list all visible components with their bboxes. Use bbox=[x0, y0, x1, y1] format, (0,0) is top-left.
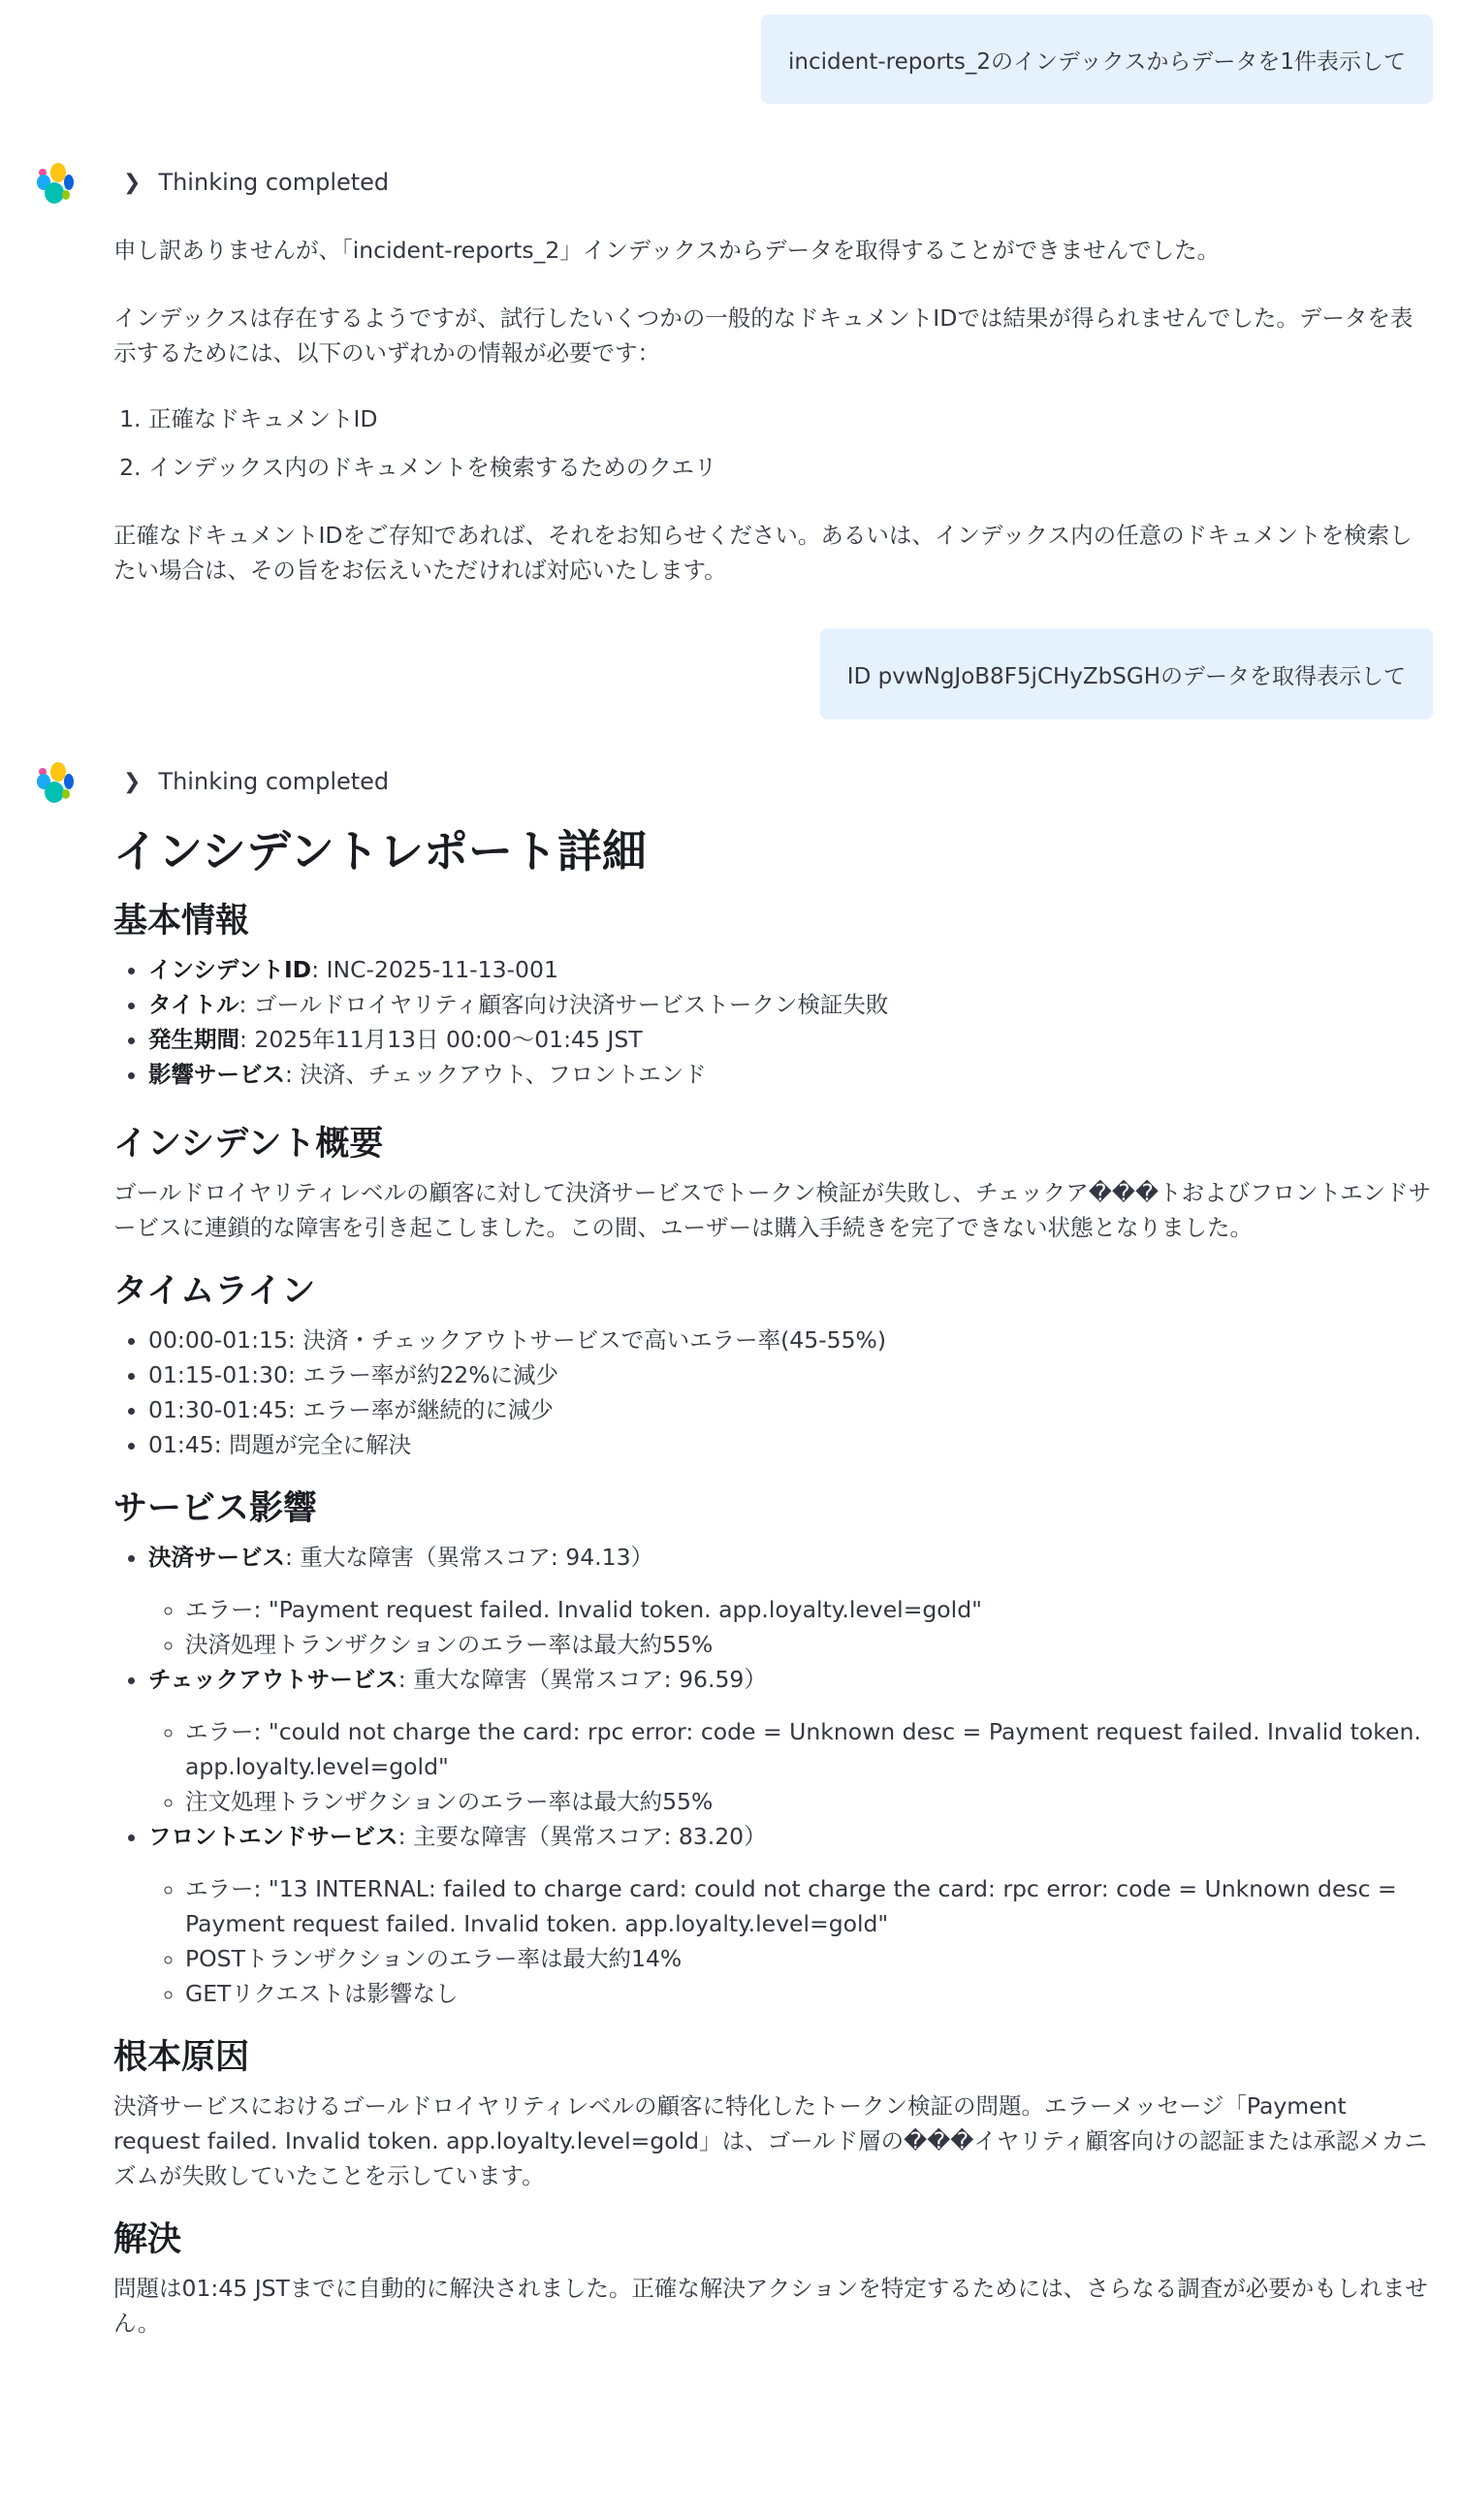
basic-info-list bbox=[113, 952, 1432, 1092]
sub-list bbox=[148, 1871, 1432, 2011]
list-item bbox=[148, 987, 1432, 1022]
section-heading: 基本情報 bbox=[113, 902, 250, 941]
list-item: ◦ 注文処理トランザクションのエラー率は最大約55% bbox=[185, 1784, 1432, 1819]
list-item: • 00:00-01:15: 決済・チェックアウトサービスで高いエラー率(45-55%) bbox=[148, 1323, 1432, 1357]
label: インシデントID bbox=[148, 956, 312, 983]
assistant-message bbox=[0, 764, 1462, 2341]
sub-list bbox=[148, 1592, 1432, 1662]
section-heading: タイムライン bbox=[113, 1272, 316, 1311]
list-item: ◦ GETリクエストは影響なし bbox=[185, 1976, 1432, 2011]
list-item bbox=[148, 1022, 1432, 1057]
value: : 2025年11月13日 00:00〜01:45 JST bbox=[239, 1026, 643, 1053]
list-item bbox=[148, 1057, 1432, 1092]
chevron-right-icon: ❯ bbox=[123, 170, 142, 195]
label: チェックアウトサービス bbox=[148, 1666, 398, 1693]
list-item: ◦ POSTトランザクションのエラー率は最大約14% bbox=[185, 1941, 1432, 1976]
thinking-toggle[interactable] bbox=[123, 764, 1432, 799]
paragraph: 決済サービスにおけるゴールドロイヤリティレベルの顧客に特化したトークン検証の問題。エラーメッセージ「Payment request failed. Invalid token. app.loyalty.level=gold」は、ゴールド層の���イヤリティ顧客向けの認証または承認メカニズムが失敗していたことを示しています。 bbox=[113, 2092, 1428, 2189]
paragraph: ゴールドロイヤリティレベルの顧客に対して決済サービスでトークン検証が失敗し、チェックア���トおよびフロントエンドサービスに連鎖的な障害を引き起こしました。この間、ユーザーは購入手続きを完了できない状態となりました。 bbox=[113, 1179, 1432, 1241]
label: 影響サービス bbox=[148, 1061, 285, 1088]
list-item: • 01:45: 問題が完全に解決 bbox=[148, 1427, 1432, 1462]
thinking-label: Thinking completed bbox=[158, 169, 390, 196]
numbered-list bbox=[113, 401, 1432, 485]
value: : 重大な障害（異常スコア: 96.59） bbox=[397, 1666, 767, 1693]
value: : 決済、チェックアウト、フロントエンド bbox=[285, 1061, 707, 1088]
list-item: 1. 正確なドキュメントID bbox=[148, 401, 1432, 436]
thinking-label: Thinking completed bbox=[158, 768, 390, 795]
label: 発生期間 bbox=[148, 1026, 239, 1053]
thinking-toggle[interactable] bbox=[123, 165, 1432, 200]
impact-list bbox=[113, 1540, 1432, 2011]
assistant-avatar-icon bbox=[37, 163, 76, 206]
list-item bbox=[148, 1819, 1432, 2011]
list-item: ◦ エラー: "13 INTERNAL: failed to charge card: could not charge the card: rpc error: code = Unknown desc = Payment request failed. Invalid token. app.loyalty.level=gold" bbox=[185, 1871, 1432, 1941]
list-item: ◦ エラー: "Payment request failed. Invalid token. app.loyalty.level=gold" bbox=[185, 1592, 1432, 1627]
list-item: • 01:30-01:45: エラー率が継続的に減少 bbox=[148, 1392, 1432, 1427]
section-heading: 根本原因 bbox=[113, 2038, 250, 2077]
label: タイトル bbox=[148, 991, 239, 1018]
list-item bbox=[148, 1662, 1432, 1819]
section-heading: 解決 bbox=[113, 2220, 182, 2259]
assistant-avatar-icon bbox=[37, 762, 76, 805]
paragraph: 問題は01:45 JSTまでに自動的に解決されました。正確な解決アクションを特定するためには、さらなる調査が必要かもしれません。 bbox=[113, 2275, 1428, 2337]
value: : 重大な障害（異常スコア: 94.13） bbox=[285, 1544, 654, 1571]
list-item: ◦ エラー: "could not charge the card: rpc error: code = Unknown desc = Payment request failed. Invalid token. app.loyalty.level=gold" bbox=[185, 1714, 1432, 1784]
sub-list bbox=[148, 1714, 1432, 1819]
paragraph: 正確なドキュメントIDをご存知であれば、それをお知らせください。あるいは、インデックス内の任意のドキュメントを検索したい場合は、その旨をお伝えいただければ対応いたします。 bbox=[113, 522, 1413, 584]
user-message-row bbox=[0, 628, 1462, 719]
label: フロントエンドサービス bbox=[148, 1823, 398, 1850]
value: : 主要な障害（異常スコア: 83.20） bbox=[397, 1823, 767, 1850]
list-item: • 01:15-01:30: エラー率が約22%に減少 bbox=[148, 1357, 1432, 1392]
label: 決済サービス bbox=[148, 1544, 285, 1571]
timeline-list bbox=[113, 1323, 1432, 1462]
user-message-row bbox=[0, 0, 1462, 104]
report-title: インシデントレポート詳細 bbox=[113, 825, 647, 877]
paragraph: 申し訳ありませんが、「incident-reports_2」インデックスからデータを取得することができませんでした。 bbox=[113, 237, 1221, 264]
section-heading: インシデント概要 bbox=[113, 1125, 384, 1164]
chevron-right-icon: ❯ bbox=[123, 769, 142, 794]
list-item bbox=[148, 1540, 1432, 1662]
paragraph: インデックスは存在するようですが、試行したいくつかの一般的なドキュメントIDでは結果が得られませんでした。データを表示するためには、以下のいずれかの情報が必要です： bbox=[113, 304, 1414, 367]
list-item bbox=[148, 952, 1432, 987]
value: : INC-2025-11-13-001 bbox=[311, 956, 558, 983]
assistant-message bbox=[0, 165, 1462, 588]
user-message-bubble: incident-reports_2のインデックスからデータを1件表示して bbox=[761, 15, 1433, 104]
section-heading: サービス影響 bbox=[113, 1489, 318, 1528]
list-item: ◦ 決済処理トランザクションのエラー率は最大約55% bbox=[185, 1627, 1432, 1662]
user-message-bubble: ID pvwNgJoB8F5jCHyZbSGHのデータを取得表示して bbox=[820, 628, 1433, 719]
list-item: 2. インデックス内のドキュメントを検索するためのクエリ bbox=[148, 450, 1432, 485]
value: : ゴールドロイヤリティ顧客向け決済サービストークン検証失敗 bbox=[238, 991, 889, 1018]
